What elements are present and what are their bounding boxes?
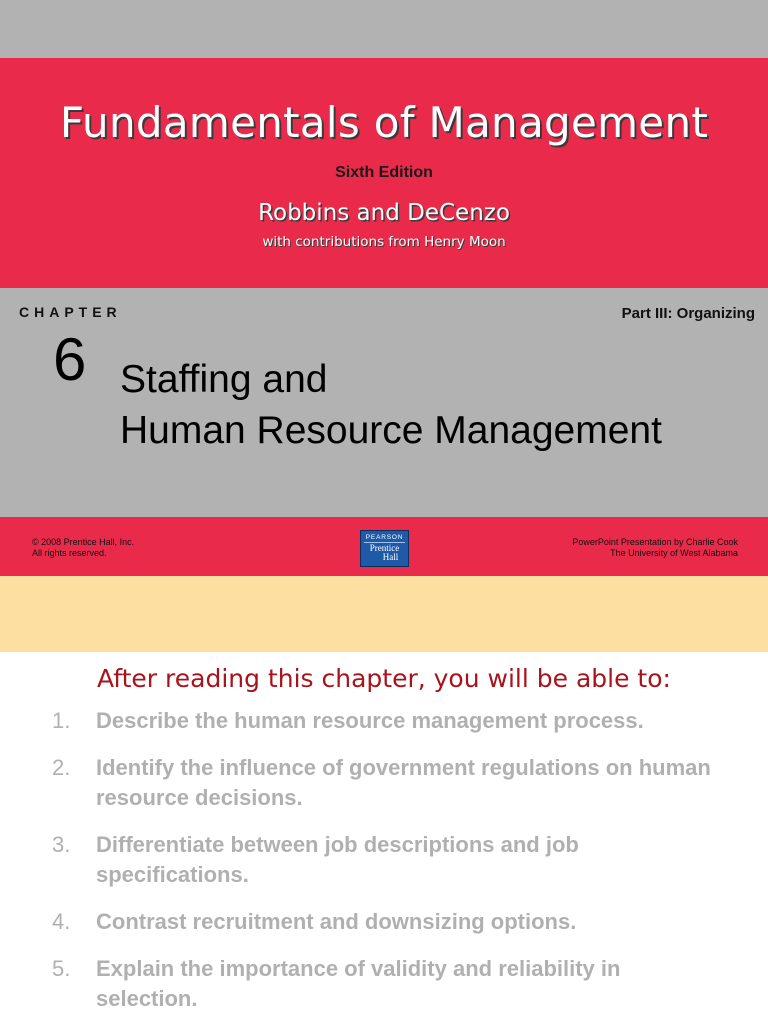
objective-text: Contrast recruitment and downsizing options. (96, 909, 577, 934)
part-label: Part III: Organizing (621, 305, 755, 322)
copyright-line1: © 2008 Prentice Hall, Inc. (32, 537, 135, 547)
objective-number: 3. (52, 832, 71, 857)
objective-number: 2. (52, 755, 71, 780)
objective-text: Explain the importance of validity and reliability in selection. (96, 956, 621, 1011)
pearson-prentice-hall-logo (360, 530, 409, 567)
objectives-list (0, 706, 768, 1024)
objective-number: 5. (52, 956, 71, 981)
chapter-label: CHAPTER (19, 304, 122, 320)
objective-text: Identify the influence of government regulations on human resource decisions. (96, 755, 711, 810)
footer-band (0, 517, 768, 576)
objective-item (0, 706, 768, 736)
objective-number: 1. (52, 708, 71, 733)
credit-line1: PowerPoint Presentation by Charlie Cook (572, 537, 738, 547)
top-gray-band (0, 0, 768, 58)
cream-band (0, 576, 768, 652)
contributions-label: with contributions from Henry Moon (262, 234, 506, 250)
presentation-credits (572, 537, 738, 559)
objective-text: Describe the human resource management process. (96, 708, 644, 733)
objective-item (0, 753, 768, 813)
objective-item (0, 954, 768, 1014)
objectives-heading: After reading this chapter, you will be able to: (97, 664, 671, 693)
logo-divider (364, 542, 405, 543)
objective-number: 4. (52, 909, 71, 934)
chapter-title-line2: Human Resource Management (120, 409, 662, 452)
title-band (0, 58, 768, 288)
logo-mid-text: Prentice (369, 543, 400, 553)
objective-text: Differentiate between job descriptions and job specifications. (96, 832, 579, 887)
edition-label: Sixth Edition (335, 164, 433, 181)
authors-label: Robbins and DeCenzo (258, 200, 510, 226)
chapter-number: 6 (53, 326, 87, 393)
copyright-line2: All rights reserved. (32, 548, 107, 558)
chapter-title-line1: Staffing and (120, 358, 328, 401)
logo-bottom-text: Hall (382, 552, 399, 562)
objective-item (0, 830, 768, 890)
objective-item (0, 907, 768, 937)
chapter-title (120, 354, 662, 456)
chapter-band (0, 288, 768, 517)
copyright-notice (32, 537, 134, 559)
credit-line2: The University of West Alabama (610, 548, 738, 558)
book-title: Fundamentals of Management (59, 98, 709, 147)
logo-top-text: PEARSON (365, 534, 404, 541)
